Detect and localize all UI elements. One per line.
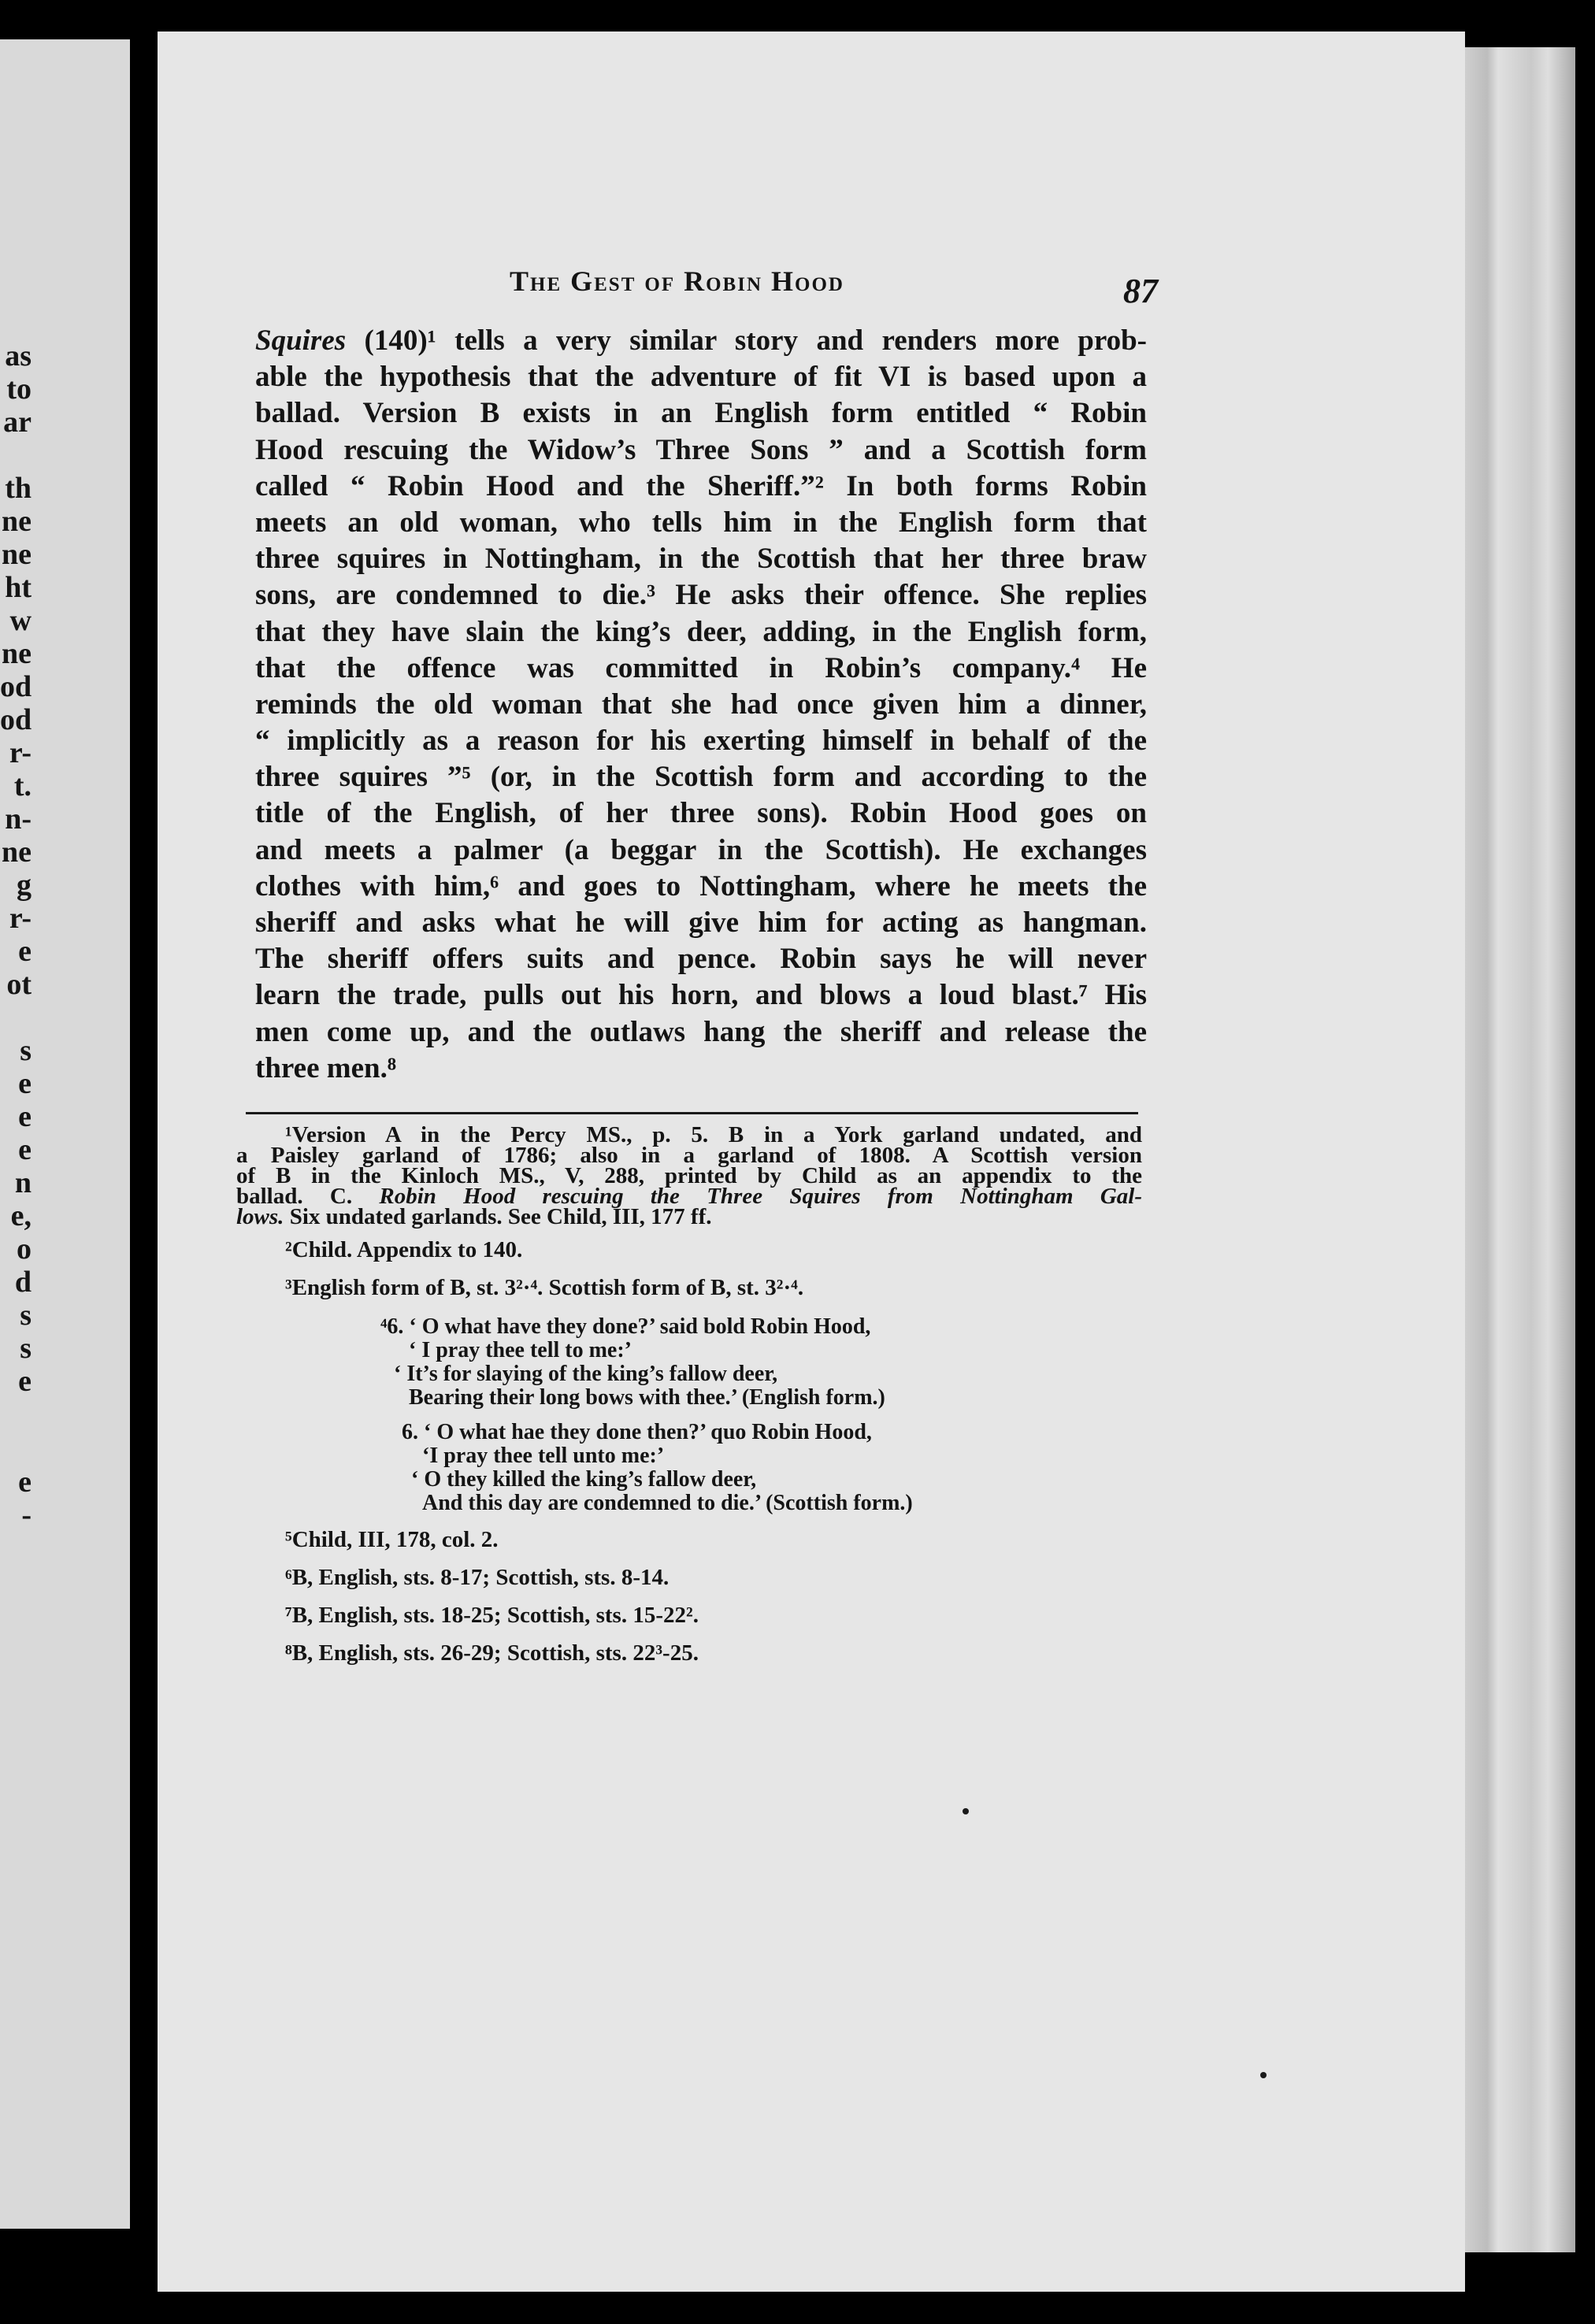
body-line <box>255 650 1147 687</box>
facing-page-fragment: w <box>9 604 32 637</box>
facing-page-fragment: e <box>18 1133 32 1166</box>
body-line <box>255 323 1147 359</box>
body-line-text: three squires ”⁵ (or, in the Scottish form and according to the <box>255 761 1147 794</box>
footnote-text: Six undated garlands. See Child, III, 177 ff. <box>284 1204 712 1229</box>
facing-page-fragment: od <box>0 703 32 736</box>
body-line-text: clothes with him,⁶ and goes to Nottingham, where he meets the <box>255 869 1147 903</box>
facing-page-fragment: e <box>18 1067 32 1100</box>
body-line-text: (140)¹ tells a very similar story and renders more prob- <box>346 324 1147 357</box>
stanza-line: ‘I pray thee tell unto me:’ <box>422 1444 665 1468</box>
facing-page-fragment: e <box>18 1365 32 1398</box>
body-line <box>255 505 1147 541</box>
body-line <box>255 359 1147 395</box>
facing-page-fragment: ne <box>2 637 32 670</box>
body-line-text: “ implicitly as a reason for his exerting himself in behalf of the <box>255 725 1147 758</box>
footnote-text: of B in the Kinloch MS., V, 288, printed by Child as an appendix to the <box>236 1163 1142 1188</box>
body-line-text: learn the trade, pulls out his horn, and blows a loud blast.⁷ His <box>255 979 1147 1012</box>
stanza-line: ‘ I pray thee tell to me:’ <box>409 1338 632 1362</box>
body-line <box>255 1051 1147 1087</box>
stanza-line: Bearing their long bows with thee.’ (English form.) <box>409 1385 885 1410</box>
body-paragraph <box>255 323 1147 1087</box>
body-line-text: and meets a palmer (a beggar in the Scottish). He exchanges <box>255 833 1147 866</box>
facing-page-fragment: as <box>5 339 32 373</box>
body-line <box>255 832 1147 869</box>
body-line <box>255 469 1147 505</box>
body-line <box>255 541 1147 577</box>
running-title: The Gest of Robin Hood <box>510 265 844 297</box>
stanza-line: 6. ‘ O what hae they done then?’ quo Robin Hood, <box>402 1420 872 1444</box>
footnote-7: ⁷B, English, sts. 18-25; Scottish, sts. 15-22². <box>285 1603 699 1628</box>
footnote-8: ⁸B, English, sts. 26-29; Scottish, sts. 22³-25. <box>285 1640 699 1666</box>
footnotes <box>236 1122 1142 1666</box>
body-line-text: able the hypothesis that the adventure of fit VI is based upon a <box>255 361 1147 394</box>
facing-page-fragment: e <box>18 1466 32 1499</box>
stanza-line: And this day are condemned to die.’ (Scottish form.) <box>422 1491 913 1515</box>
facing-page-fragment: ot <box>6 968 32 1001</box>
facing-page-fragment: - <box>21 1499 32 1532</box>
facing-page-fragment: t. <box>13 769 32 802</box>
facing-page-fragment: e, <box>10 1199 32 1232</box>
body-line-text: ballad. Version B exists in an English form entitled “ Robin <box>255 397 1147 430</box>
stanza-line: ‘ O they killed the king’s fallow deer, <box>411 1467 757 1492</box>
ink-speck <box>963 1808 969 1814</box>
footnote-1 <box>236 1122 1142 1229</box>
facing-page-fragment: o <box>17 1232 32 1266</box>
body-line <box>255 614 1147 650</box>
body-line-text: that they have slain the king’s deer, adding, in the English form, <box>255 615 1147 648</box>
footnote-text: a Paisley garland of 1786; also in a garland of 1808. A Scottish version <box>236 1143 1142 1168</box>
facing-page-fragment: s <box>20 1299 32 1332</box>
footnote-4-english <box>380 1315 1142 1410</box>
body-line <box>255 795 1147 832</box>
body-line <box>255 723 1147 759</box>
body-line <box>255 905 1147 941</box>
footnote-italic: Robin Hood rescuing the Three Squires from Nottingham Gal- <box>379 1184 1142 1209</box>
body-line-text: Hood rescuing the Widow’s Three Sons ” and a Scottish form <box>255 433 1147 466</box>
footnote-rule <box>246 1112 1138 1114</box>
ink-speck <box>1260 2072 1267 2078</box>
footnote-line <box>236 1206 1142 1227</box>
footnote-2: ²Child. Appendix to 140. <box>285 1237 523 1262</box>
stanza-line: ‘ It’s for slaying of the king’s fallow deer, <box>394 1362 778 1386</box>
facing-page-fragment: n <box>14 1166 32 1199</box>
body-line <box>255 687 1147 723</box>
facing-page-fragment: n- <box>5 802 32 836</box>
facing-page-fragment: s <box>20 1332 32 1365</box>
facing-page-fragment: od <box>0 670 32 703</box>
facing-page-fragment: g <box>17 869 32 902</box>
book-gutter <box>130 0 154 2324</box>
body-line <box>255 1014 1147 1051</box>
footnote-5: ⁵Child, III, 178, col. 2. <box>285 1527 499 1552</box>
running-head <box>347 258 1158 310</box>
page-number: 87 <box>1123 272 1158 310</box>
body-line-text: The sheriff offers suits and pence. Robin says he will never <box>255 943 1147 976</box>
body-line <box>255 432 1147 469</box>
footnote-4-scottish <box>402 1421 1142 1515</box>
body-line-italic: Squires <box>255 324 347 357</box>
facing-page-fragment: ar <box>3 406 32 439</box>
footnote-6: ⁶B, English, sts. 8-17; Scottish, sts. 8-14. <box>285 1565 670 1590</box>
body-line <box>255 395 1147 432</box>
facing-page-fragment: ne <box>2 538 32 571</box>
facing-page-fragment: th <box>5 472 32 505</box>
body-line <box>255 577 1147 613</box>
facing-page-fragment: ne <box>2 505 32 538</box>
facing-page-fragment: ht <box>5 571 32 604</box>
page-edges <box>1465 47 1575 2252</box>
body-line-text: called “ Robin Hood and the Sheriff.”² In both forms Robin <box>255 469 1147 502</box>
body-line-text: title of the English, of her three sons). Robin Hood goes on <box>255 797 1147 830</box>
body-line-text: sheriff and asks what he will give him for acting as hangman. <box>255 906 1147 939</box>
body-line-text: sons, are condemned to die.³ He asks their offence. She replies <box>255 579 1147 612</box>
body-line <box>255 869 1147 905</box>
facing-page-fragment: to <box>6 373 32 406</box>
body-line-text: that the offence was committed in Robin’s company.⁴ He <box>255 651 1147 684</box>
footnote-text: ¹Version A in the Percy MS., p. 5. B in a York garland undated, and <box>285 1122 1142 1147</box>
facing-page-fragment: e <box>18 1100 32 1133</box>
stanza-line: ⁴6. ‘ O what have they done?’ said bold Robin Hood, <box>380 1314 871 1339</box>
body-line-text: three men.⁸ <box>255 1051 396 1084</box>
body-line <box>255 977 1147 1014</box>
body-line-text: meets an old woman, who tells him in the English form that <box>255 506 1147 539</box>
body-line-text: reminds the old woman that she had once given him a dinner, <box>255 688 1147 721</box>
footnote-italic: lows. <box>236 1204 284 1229</box>
footnote-3: ³English form of B, st. 3²·⁴. Scottish form of B, st. 3²·⁴. <box>285 1275 804 1300</box>
footnote-text: ballad. C. <box>236 1184 380 1209</box>
facing-page-fragment: d <box>14 1266 32 1299</box>
facing-page-fragment: ne <box>2 836 32 869</box>
facing-page-fragment: e <box>18 935 32 968</box>
body-line <box>255 941 1147 977</box>
facing-page-fragment: s <box>20 1034 32 1067</box>
body-line-text: three squires in Nottingham, in the Scottish that her three braw <box>255 543 1147 576</box>
body-line <box>255 759 1147 795</box>
body-line-text: men come up, and the outlaws hang the sheriff and release the <box>255 1015 1147 1048</box>
facing-page-fragment: r- <box>9 736 32 769</box>
facing-page-fragment: r- <box>9 902 32 935</box>
